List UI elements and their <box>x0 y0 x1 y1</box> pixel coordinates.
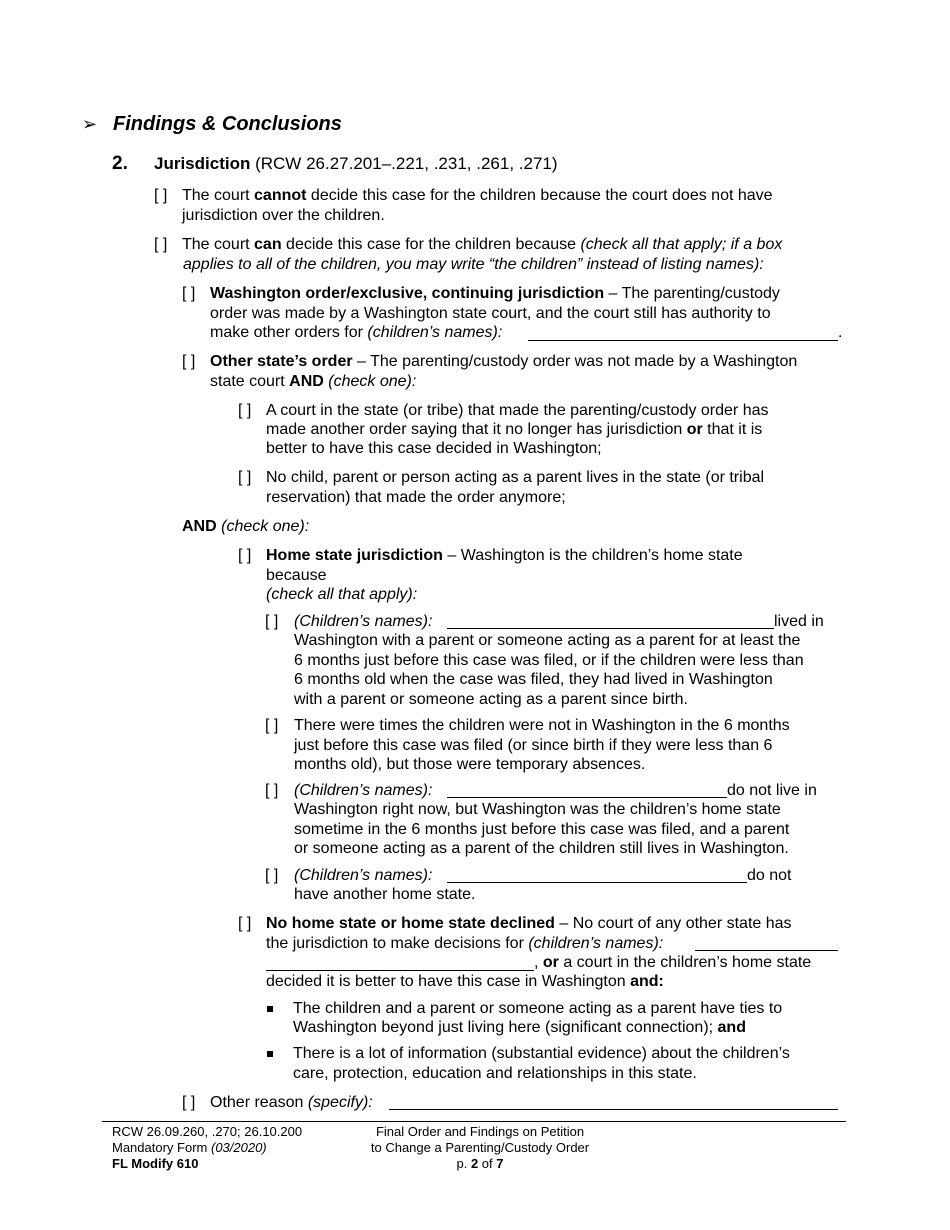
can-text <box>182 235 782 255</box>
home-b-line3: months old), but those were temporary absences. <box>294 756 646 773</box>
home-d-line1-rest: do not <box>747 867 792 884</box>
other-state-l2-d: (check one): <box>328 373 417 390</box>
no-home-names-field-1[interactable] <box>695 950 838 951</box>
checkbox-cannot[interactable]: [ ] <box>154 187 168 204</box>
checkbox-home-d[interactable]: [ ] <box>265 867 279 884</box>
other-state-opt2-line2: reservation) that made the order anymore; <box>266 489 566 506</box>
no-home-l3-c: a court in the children’s home state <box>558 954 812 971</box>
no-home-line1 <box>266 914 792 934</box>
opt1-l2-a: made another order saying that it no longer has jurisdiction <box>266 421 687 438</box>
cannot-text-c: decide this case for the children because the court does not have <box>306 187 773 204</box>
no-home-l1-rest: – No court of any other state has <box>554 915 792 932</box>
wa-order-line3 <box>210 323 502 343</box>
item-number: 2. <box>112 153 128 174</box>
can-text-line2: applies to all of the children, you may write “the children” instead of listing names): <box>183 256 764 273</box>
bullet-icon <box>267 1051 273 1057</box>
home-a-line2: Washington with a parent or someone acting as a parent for at least the <box>294 632 801 649</box>
other-state-l2-b: AND <box>289 373 324 390</box>
checkbox-home-state[interactable]: [ ] <box>238 547 252 564</box>
home-a-line1 <box>294 612 432 632</box>
opt1-l2-c: that it is <box>702 421 763 438</box>
no-home-bullet1-line1: The children and a parent or someone acting as a parent have ties to <box>293 1000 783 1017</box>
page-current: 2 <box>470 1156 479 1171</box>
wa-order-title: Washington order/exclusive, continuing jurisdiction <box>210 285 605 302</box>
bullet1-l2-b: and <box>717 1019 746 1036</box>
footer-title-line2: to Change a Parenting/Custody Order <box>370 1140 590 1155</box>
wa-order-names-field[interactable] <box>528 340 838 341</box>
cannot-text-a: The court <box>182 187 255 204</box>
checkbox-home-c[interactable]: [ ] <box>265 782 279 799</box>
can-text-c: decide this case for the children because <box>281 236 581 253</box>
home-b-line2: just before this case was filed (or since birth if they were less than 6 <box>294 737 773 754</box>
cannot-text-line2: jurisdiction over the children. <box>182 207 385 224</box>
other-state-title: Other state’s order <box>210 353 353 370</box>
page-prefix: p. <box>456 1156 471 1171</box>
home-a-names-label: (Children’s names): <box>294 613 433 630</box>
other-reason-specify: (specify): <box>307 1094 373 1111</box>
no-home-l3-b: or <box>542 954 559 971</box>
checkbox-home-b[interactable]: [ ] <box>265 717 279 734</box>
other-reason-text: Other reason <box>210 1094 308 1111</box>
wa-order-period: . <box>838 324 843 341</box>
footer-mandatory-form <box>112 1140 267 1156</box>
opt1-l2-b: or <box>686 421 703 438</box>
other-reason-field[interactable] <box>389 1109 838 1110</box>
home-b-line1: There were times the children were not in Washington in the 6 months <box>294 717 790 734</box>
footer-mandatory-date: (03/2020) <box>210 1140 267 1155</box>
wa-order-line1 <box>210 284 780 304</box>
no-home-bullet2-line2: care, protection, education and relationships in this state. <box>293 1065 697 1082</box>
home-a-line1-rest: lived in <box>774 613 824 630</box>
footer-mandatory-a: Mandatory Form <box>112 1140 211 1155</box>
other-reason-label <box>210 1093 373 1113</box>
footer-form-id: FL Modify 610 <box>112 1156 199 1171</box>
page-total: 7 <box>496 1156 504 1171</box>
checkbox-no-home-state[interactable]: [ ] <box>238 915 252 932</box>
other-state-l2-a: state court <box>210 373 290 390</box>
page-of: of <box>478 1156 497 1171</box>
home-c-names-field[interactable] <box>447 797 727 798</box>
home-d-line2: have another home state. <box>294 886 476 903</box>
home-a-line5: with a parent or someone acting as a parent since birth. <box>294 691 688 708</box>
footer-title-line1: Final Order and Findings on Petition <box>375 1124 585 1139</box>
no-home-bullet2-line1: There is a lot of information (substantial evidence) about the children’s <box>293 1045 790 1062</box>
no-home-l4-b: and: <box>630 973 664 990</box>
item-title: Jurisdiction <box>154 154 251 173</box>
cannot-text-b: cannot <box>254 187 307 204</box>
home-d-names-label: (Children’s names): <box>294 867 433 884</box>
no-home-line2 <box>266 934 663 954</box>
wa-order-l1-rest: – The parenting/custody <box>604 285 780 302</box>
home-c-line2: Washington right now, but Washington was the children’s home state <box>294 801 781 818</box>
home-state-line3: (check all that apply): <box>266 586 418 603</box>
no-home-line4 <box>266 972 664 992</box>
home-d-names-field[interactable] <box>447 882 747 883</box>
checkbox-can[interactable]: [ ] <box>154 236 168 253</box>
can-text-b: can <box>254 236 282 253</box>
no-home-l2-b: (children’s names): <box>528 935 664 952</box>
no-home-l3-a: , <box>534 954 543 971</box>
section-title: Findings & Conclusions <box>113 113 342 135</box>
can-text-d: (check all that apply; if a box <box>580 236 783 253</box>
checkbox-other-reason[interactable]: [ ] <box>182 1094 196 1111</box>
home-c-line4: or someone acting as a parent of the children still lives in Washington. <box>294 840 789 857</box>
checkbox-washington-order[interactable]: [ ] <box>182 285 196 302</box>
other-state-opt1-line3: better to have this case decided in Washington; <box>266 440 602 457</box>
footer-divider <box>102 1121 846 1122</box>
wa-order-line2: order was made by a Washington state court, and the court still has authority to <box>210 305 771 322</box>
no-home-l4-a: decided it is better to have this case in Washington <box>266 973 631 990</box>
home-c-line3: sometime in the 6 months just before this case was filed, and a parent <box>294 821 790 838</box>
can-text-a: The court <box>182 236 255 253</box>
check-one: (check one): <box>221 518 310 535</box>
checkbox-other-state-opt1[interactable]: [ ] <box>238 402 252 419</box>
checkbox-other-state[interactable]: [ ] <box>182 353 196 370</box>
footer-page-number <box>330 1156 630 1172</box>
bullet-icon <box>267 1006 273 1012</box>
item-heading <box>154 154 558 174</box>
item-citation: (RCW 26.27.201–.221, .231, .261, .271) <box>255 154 558 173</box>
other-state-opt1-line2 <box>266 420 762 440</box>
checkbox-home-a[interactable]: [ ] <box>265 613 279 630</box>
home-state-l1-rest: – Washington is the children’s home state <box>442 547 743 564</box>
home-a-line4: 6 months old when the case was filed, they had lived in Washington <box>294 671 773 688</box>
section-arrow-icon: ➢ <box>82 114 98 134</box>
home-a-line3: 6 months just before this case was filed, or if the children were less than <box>294 652 804 669</box>
home-c-names-label: (Children’s names): <box>294 782 433 799</box>
no-home-title: No home state or home state declined <box>266 915 555 932</box>
and-check-one <box>182 517 309 537</box>
no-home-l2-a: the jurisdiction to make decisions for <box>266 935 529 952</box>
checkbox-other-state-opt2[interactable]: [ ] <box>238 469 252 486</box>
no-home-bullet1-line2 <box>293 1018 746 1038</box>
wa-order-l3-b: (children’s names): <box>367 324 503 341</box>
home-d-line1 <box>294 866 432 886</box>
home-c-line1 <box>294 781 432 801</box>
other-state-opt1-line1: A court in the state (or tribe) that made the parenting/custody order has <box>266 402 769 419</box>
footer-rcw: RCW 26.09.260, .270; 26.10.200 <box>112 1124 303 1139</box>
other-state-l1-rest: – The parenting/custody order was not made by a Washington <box>352 353 798 370</box>
home-state-line2: because <box>266 567 327 584</box>
no-home-names-field-2[interactable] <box>266 970 534 971</box>
other-state-line2 <box>210 372 416 392</box>
wa-order-l3-a: make other orders for <box>210 324 368 341</box>
cannot-text <box>182 186 773 206</box>
other-state-line1 <box>210 352 797 372</box>
home-state-title: Home state jurisdiction <box>266 547 443 564</box>
home-a-names-field[interactable] <box>447 628 774 629</box>
bullet1-l2-a: Washington beyond just living here (significant connection); <box>293 1019 718 1036</box>
other-state-opt2-line1: No child, parent or person acting as a parent lives in the state (or tribal <box>266 469 765 486</box>
home-c-line1-rest: do not live in <box>727 782 817 799</box>
home-state-line1 <box>266 546 743 566</box>
no-home-line3 <box>534 953 811 973</box>
and-word: AND <box>182 518 217 535</box>
